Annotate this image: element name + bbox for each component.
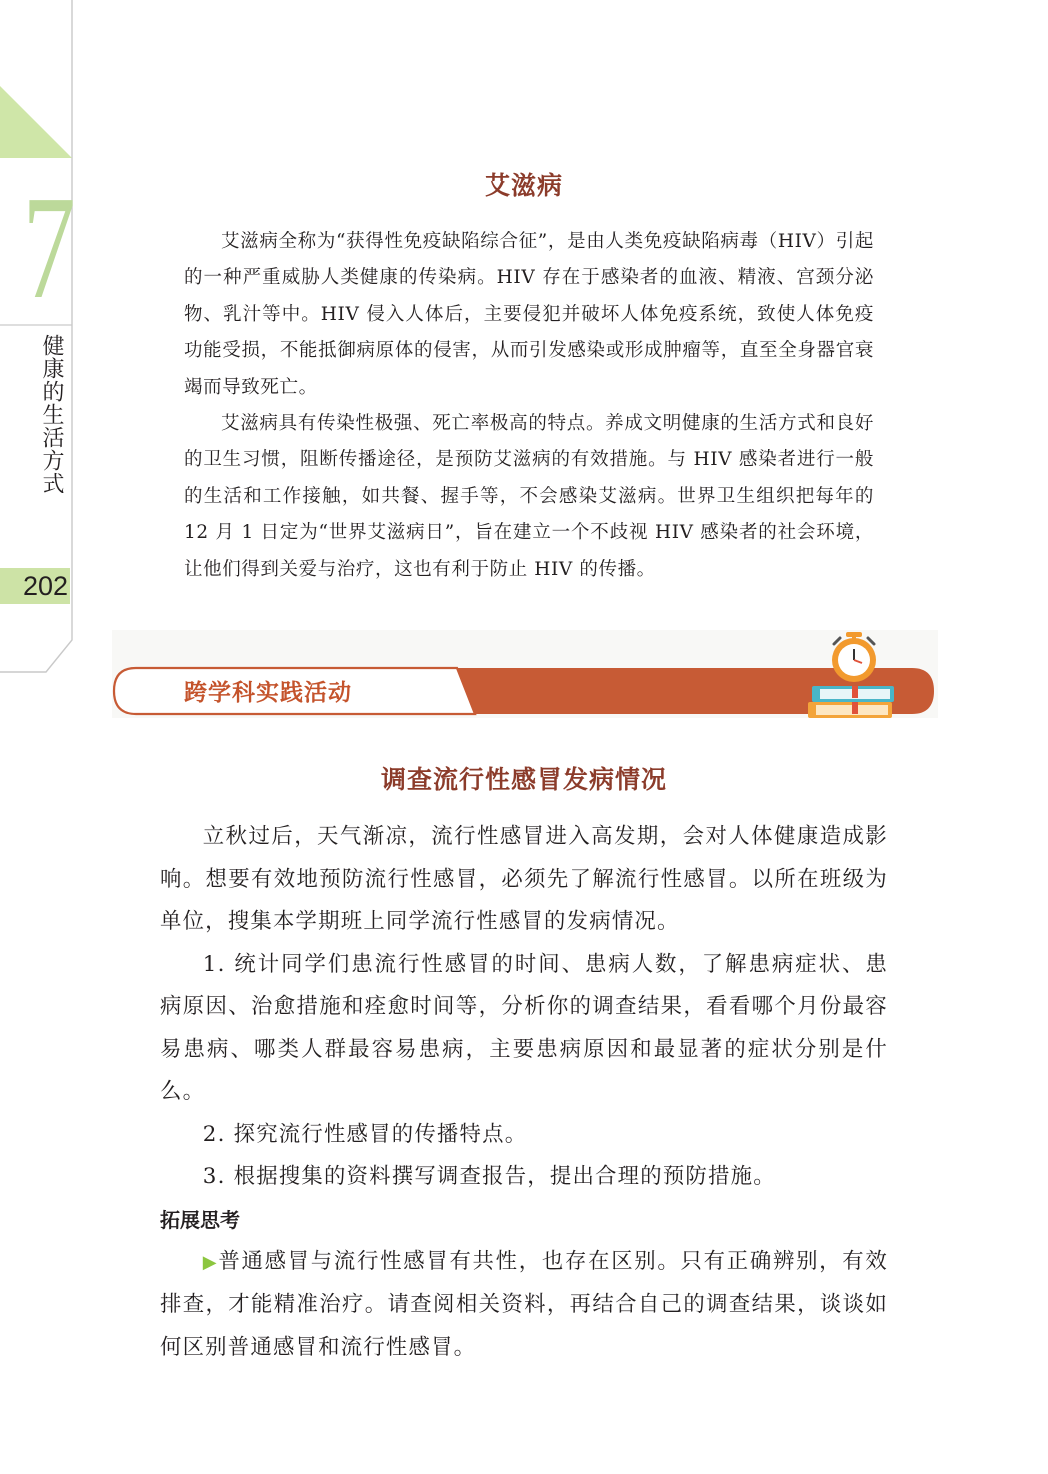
chapter-tab bbox=[0, 0, 80, 700]
aids-section-title: 艾滋病 bbox=[484, 171, 563, 200]
chapter-corner-triangle bbox=[0, 86, 74, 160]
activity-body bbox=[160, 816, 888, 1369]
aids-section-body bbox=[184, 224, 874, 588]
extension-paragraph bbox=[160, 1241, 888, 1370]
activity-title: 调查流行性感冒发病情况 bbox=[380, 765, 667, 794]
chapter-number: 7 bbox=[22, 166, 76, 330]
activity-intro: 立秋过后，天气渐凉，流行性感冒进入高发期，会对人体健康造成影响。想要有效地预防流行性感冒，必须先了解流行性感冒。以所在班级为单位，搜集本学期班上同学流行性感冒的发病情况。 bbox=[160, 824, 888, 934]
activity-step-2: 2. 探究流行性感冒的传播特点。 bbox=[202, 1121, 528, 1147]
green-arrow-icon: ▶ bbox=[202, 1251, 219, 1273]
banner-label: 跨学科实践活动 bbox=[184, 680, 352, 706]
activity-step-3: 3. 根据搜集的资料撰写调查报告，提出合理的预防措施。 bbox=[202, 1164, 776, 1189]
chapter-title: 健康的生活方式 bbox=[39, 334, 64, 495]
page-number: 202 bbox=[22, 571, 68, 601]
activity-step-1: 1. 统计同学们患流行性感冒的时间、患病人数，了解患病症状、患病原因、治愈措施和痊愈时间等，分析你的调查结果，看看哪个月份最容易患病、哪类人群最容易患病，主要患病原因和最显著的症状分别是什么。 bbox=[160, 951, 888, 1104]
aids-paragraph-2: 艾滋病具有传染性极强、死亡率极高的特点。养成文明健康的生活方式和良好的卫生习惯，阻断传播途径，是预防艾滋病的有效措施。与 HIV 感染者进行一般的生活和工作接触，如共餐、握手等，不会感染艾滋病。世界卫生组织把每年的 12 月 1 日定为“世界艾滋病日”，旨在建立一个不歧视 HIV 感染者的社会环境，让他们得到关爱与治疗，这也有利于防止 HIV 的传播。 bbox=[184, 413, 874, 580]
aids-paragraph-1: 艾滋病全称为“获得性免疫缺陷综合征”，是由人类免疫缺陷病毒（HIV）引起的一种严重威胁人类健康的传染病。HIV 存在于感染者的血液、精液、宫颈分泌物、乳汁等中。HIV 侵入人体后，主要侵犯并破坏人体免疫系统，致使人体免疫功能受损，不能抵御病原体的侵害，从而引发感染或形成肿瘤等，直至全身器官衰竭而导致死亡。 bbox=[184, 231, 874, 398]
extension-text: 普通感冒与流行性感冒有共性，也存在区别。只有正确辨别，有效排查，才能精准治疗。请查阅相关资料，再结合自己的调查结果，谈谈如何区别普通感冒和流行性感冒。 bbox=[160, 1248, 888, 1360]
extension-heading: 拓展思考 bbox=[160, 1207, 240, 1232]
